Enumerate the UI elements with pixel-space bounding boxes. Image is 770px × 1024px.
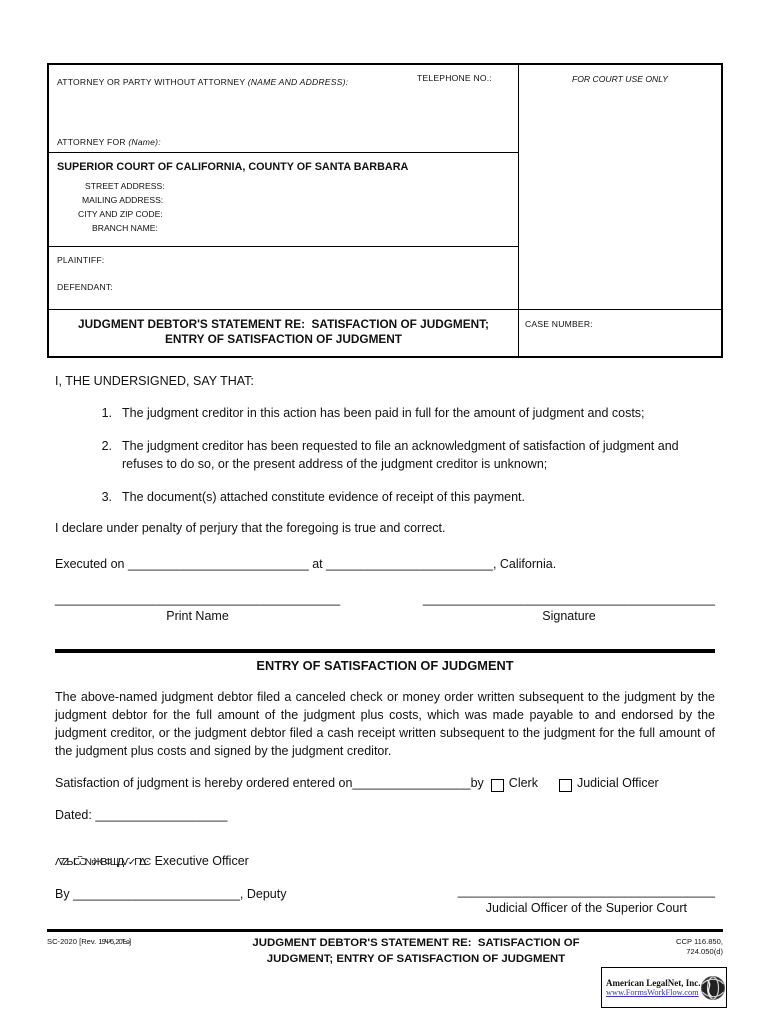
case-number-label: CASE NUMBER: <box>525 319 593 329</box>
executed-prefix: Executed on <box>55 557 128 571</box>
executed-suffix: , California. <box>492 557 557 571</box>
print-name-label: Print Name <box>166 609 229 623</box>
judicial-officer-checkbox[interactable] <box>559 779 572 792</box>
city-zip-label: CITY AND ZIP CODE: <box>78 209 163 219</box>
deputy-label: , Deputy <box>239 887 287 901</box>
attorney-label: ATTORNEY OR PARTY WITHOUT ATTORNEY (NAME AND ADDRESS): <box>57 77 349 87</box>
list-item <box>55 404 715 422</box>
executed-at: at <box>308 557 327 571</box>
form-title-line1: JUDGMENT DEBTOR'S STATEMENT RE: SATISFACTION OF JUDGMENT; <box>78 317 489 331</box>
section-divider-rule <box>55 649 715 653</box>
mailing-address-label: MAILING ADDRESS: <box>82 195 164 205</box>
clerk-name-garbled-stamp: Λ7ΖЫѾ№ЖВФЩДѴ ✓ ПΔϾ <box>55 856 149 868</box>
judicial-officer-signature-label: Judicial Officer of the Superior Court <box>485 901 688 915</box>
judicial-officer-checkbox-label: Judicial Officer <box>576 776 659 790</box>
clerk-checkbox[interactable] <box>491 779 504 792</box>
item-text: The document(s) attached constitute evidence of receipt of this payment. <box>122 490 525 504</box>
order-prefix: Satisfaction of judgment is hereby ordered entered on <box>55 776 353 790</box>
by-label: By <box>55 887 74 901</box>
clerk-checkbox-label: Clerk <box>508 776 538 790</box>
court-name: SUPERIOR COURT OF CALIFORNIA, COUNTY OF SANTA BARBARA <box>57 161 409 173</box>
court-use-only-cell <box>519 65 721 309</box>
footer-rule <box>47 929 723 932</box>
item-number: 2. <box>101 439 112 453</box>
american-legalnet-box <box>601 967 727 1008</box>
court-info-cell <box>49 153 518 247</box>
entry-paragraph: The above-named judgment debtor filed a canceled check or money order written subsequent to the judgment by the judgment debtor for the full amount of the judgment plus costs, which was made payable to and endorsed by the judgment creditor, or the judgment debtor filed a cash receipt written subsequent to the judgment for the full amount of the judgment plus costs and signed by the judgment creditor. <box>55 690 715 758</box>
deputy-name-blank[interactable]: ________________________ <box>73 887 240 901</box>
print-name-blank[interactable]: _________________________________________ <box>55 592 341 606</box>
dated-label: Dated: <box>55 808 96 822</box>
form-number-garbled-rev: 19Ѱ6, 20Ѣ϶ <box>98 937 130 946</box>
order-date-blank[interactable]: _________________ <box>352 776 471 790</box>
signature-blank[interactable]: __________________________________________ <box>423 592 715 606</box>
attorney-cell[interactable] <box>49 65 518 153</box>
form-number-suffix: ] <box>129 937 132 946</box>
form-title-line2: ENTRY OF SATISFACTION OF JUDGMENT <box>164 332 403 346</box>
order-entered-line <box>55 774 715 792</box>
statement-section <box>55 372 715 917</box>
ccp-line2: 724.050(d) <box>686 947 723 956</box>
deputy-signature-row <box>55 885 715 917</box>
code-citation <box>635 935 723 967</box>
footer-title-line1: JUDGMENT DEBTOR'S STATEMENT RE: SATISFACTION OF <box>252 937 580 949</box>
form-footer <box>47 929 723 967</box>
court-use-only-label: FOR COURT USE ONLY <box>572 74 668 84</box>
judicial-officer-signature-block <box>458 885 715 917</box>
globe-icon <box>700 975 726 1001</box>
signature-row <box>55 593 715 625</box>
caption-left-column <box>49 65 519 309</box>
party-cell <box>49 247 518 309</box>
dated-blank[interactable]: ___________________ <box>95 808 228 822</box>
judicial-officer-signature-blank[interactable]: _____________________________________ <box>457 884 715 898</box>
item-text: The judgment creditor in this action has been paid in full for the amount of judgment and costs; <box>122 406 645 420</box>
footer-title <box>197 935 635 967</box>
statement-intro: I, THE UNDERSIGNED, SAY THAT: <box>55 374 254 388</box>
defendant-label: DEFENDANT: <box>57 282 113 292</box>
attorney-for-label: ATTORNEY FOR (Name): <box>57 137 161 147</box>
form-number <box>47 935 197 967</box>
by-deputy-line <box>55 885 286 903</box>
item-text: The judgment creditor has been requested to file an acknowledgment of satisfaction of judgment and refuses to do so, or the present address of the judgment creditor is unknown; <box>122 439 679 471</box>
list-item <box>55 488 715 506</box>
form-title <box>49 310 519 356</box>
form-number-prefix: SC-2020 [Rev. <box>47 937 99 946</box>
item-number: 3. <box>101 490 112 504</box>
entry-section-heading: ENTRY OF SATISFACTION OF JUDGMENT <box>256 658 514 673</box>
plaintiff-label: PLAINTIFF: <box>57 255 105 265</box>
executed-date-blank[interactable]: __________________________ <box>127 557 309 571</box>
print-name-block <box>55 593 340 625</box>
dated-line <box>55 806 715 824</box>
clerk-stamp-line <box>55 852 715 871</box>
order-by: by <box>470 776 484 790</box>
legalnet-url-link[interactable]: www.FormsWorkFlow.com <box>606 988 699 997</box>
executed-place-blank[interactable]: ________________________ <box>326 557 493 571</box>
signature-block <box>423 593 715 625</box>
executive-officer-label: Executive Officer <box>154 854 249 868</box>
case-number-cell[interactable] <box>519 310 721 356</box>
footer-title-line2: JUDGMENT; ENTRY OF SATISFACTION OF JUDGMENT <box>266 953 566 965</box>
statement-list <box>55 404 715 506</box>
ccp-line1: CCP 116.850, <box>675 937 723 946</box>
caption-box <box>47 63 723 358</box>
perjury-declaration: I declare under penalty of perjury that the foregoing is true and correct. <box>55 521 446 535</box>
legalnet-name: American LegalNet, Inc. <box>606 978 701 988</box>
signature-label: Signature <box>542 609 596 623</box>
street-address-label: STREET ADDRESS: <box>85 181 165 191</box>
branch-name-label: BRANCH NAME: <box>92 223 158 233</box>
executed-line <box>55 555 715 573</box>
telephone-label: TELEPHONE NO.: <box>417 73 492 83</box>
list-item <box>55 437 715 473</box>
item-number: 1. <box>101 406 112 420</box>
